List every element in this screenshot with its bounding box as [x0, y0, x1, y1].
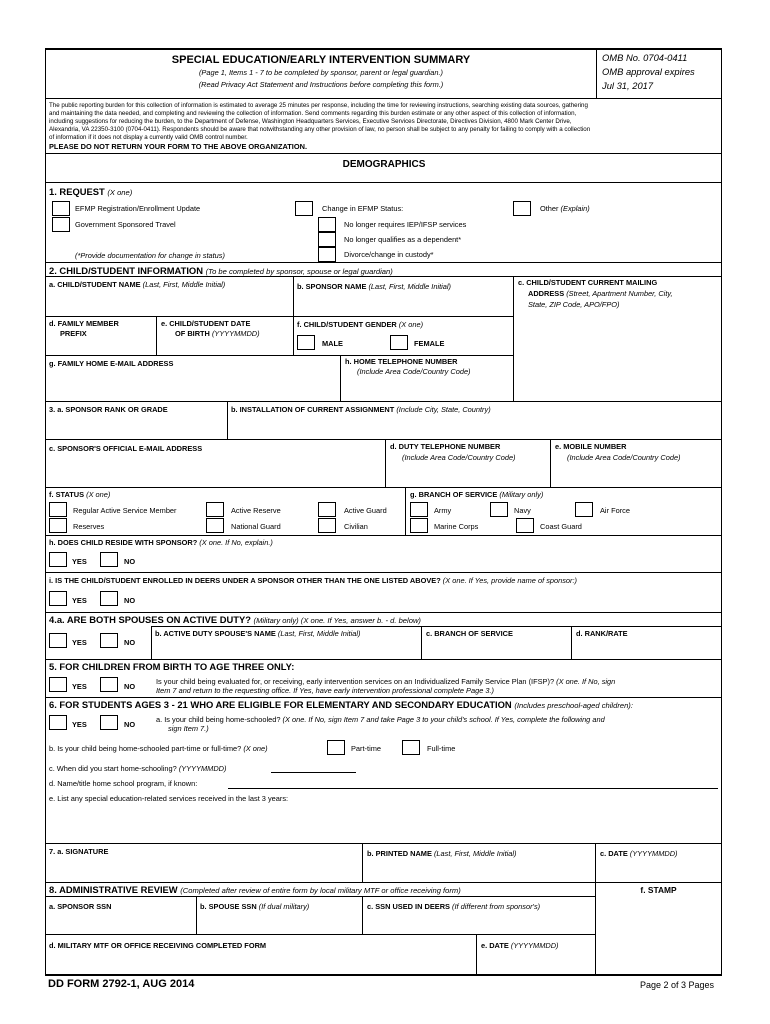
receiving-office-field: d. MILITARY MTF OR OFFICE RECEIVING COMPLETED FORM [49, 941, 267, 950]
full-time-checkbox[interactable] [402, 740, 420, 755]
status-label: f. STATUS (X one) [49, 490, 111, 499]
navy-label: Navy [514, 506, 531, 515]
home-school-yes-label: YES [72, 720, 87, 729]
section-2-title: 2. CHILD/STUDENT INFORMATION (To be completed by sponsor, spouse or legal guardian) [49, 265, 393, 276]
reside-with-sponsor-question: h. DOES CHILD RESIDE WITH SPONSOR? (X one. If No, explain.) [49, 538, 273, 547]
deers-yes-label: YES [72, 596, 87, 605]
no-iep-label: No longer requires IEP/IFSP services [344, 220, 467, 229]
marine-corps-label: Marine Corps [434, 522, 479, 531]
sponsor-name-field: b. SPONSOR NAME (Last, First, Middle Initial) [297, 282, 452, 291]
printed-name-field: b. PRINTED NAME (Last, First, Middle Initial) [367, 849, 517, 858]
ifsp-yes-label: YES [72, 682, 87, 691]
home-school-yes-checkbox[interactable] [49, 715, 67, 730]
full-time-label: Full-time [427, 744, 456, 753]
ifsp-no-label: NO [124, 682, 136, 691]
coast-guard-checkbox[interactable] [516, 518, 534, 533]
deers-other-sponsor-question: i. IS THE CHILD/STUDENT ENROLLED IN DEERS UNDER A SPONSOR OTHER THAN THE ONE LISTED ABOVE? (X one. If Yes, provide name of sponsor:) [49, 576, 577, 585]
part-time-label: Part-time [351, 744, 381, 753]
government-travel-label: Government Sponsored Travel [75, 220, 176, 229]
both-active-no-label: NO [124, 638, 136, 647]
mobile-number-field: e. MOBILE NUMBER [555, 442, 627, 451]
branch-label: g. BRANCH OF SERVICE (Military only) [410, 490, 544, 499]
national-guard-label: National Guard [231, 522, 281, 531]
form-border-bottom [45, 974, 722, 976]
omb-approval-label: OMB approval expires [602, 66, 695, 77]
omb-number: OMB No. 0704-0411 [602, 52, 688, 63]
home-school-program-input[interactable] [228, 788, 718, 789]
reside-yes-label: YES [72, 557, 87, 566]
active-reserve-label: Active Reserve [231, 506, 281, 515]
civilian-checkbox[interactable] [318, 518, 336, 533]
mailing-address-label: c. CHILD/STUDENT CURRENT MAILING [518, 278, 658, 287]
gender-label: f. CHILD/STUDENT GENDER (X one) [297, 320, 424, 329]
home-school-no-label: NO [124, 720, 136, 729]
omb-expiration-date: Jul 31, 2017 [602, 80, 654, 91]
active-reserve-checkbox[interactable] [206, 502, 224, 517]
reside-yes-checkbox[interactable] [49, 552, 67, 567]
stamp-field: f. STAMP [640, 885, 677, 895]
air-force-checkbox[interactable] [575, 502, 593, 517]
form-title: SPECIAL EDUCATION/EARLY INTERVENTION SUMMARY [171, 54, 471, 66]
other-request-checkbox[interactable] [513, 201, 531, 216]
sponsor-email-field: c. SPONSOR'S OFFICIAL E-MAIL ADDRESS [49, 444, 203, 453]
section-4-title: 4.a. ARE BOTH SPOUSES ON ACTIVE DUTY? (Military only) (X one. If Yes, answer b. - d. below) [49, 614, 421, 625]
gender-male-checkbox[interactable] [297, 335, 315, 350]
air-force-label: Air Force [600, 506, 630, 515]
do-not-return-notice: PLEASE DO NOT RETURN YOUR FORM TO THE ABOVE ORGANIZATION. [49, 142, 307, 151]
both-active-yes-checkbox[interactable] [49, 633, 67, 648]
civilian-label: Civilian [344, 522, 368, 531]
no-dependent-label: No longer qualifies as a dependent* [344, 235, 462, 244]
other-request-label: Other (Explain) [540, 204, 590, 213]
form-subtitle-1: (Page 1, Items 1 - 7 to be completed by sponsor, parent or legal guardian.) [198, 68, 444, 77]
signature-date-field: c. DATE (YYYYMMDD) [600, 849, 678, 858]
government-travel-checkbox[interactable] [52, 217, 70, 232]
reserves-label: Reserves [73, 522, 105, 531]
active-guard-checkbox[interactable] [318, 502, 336, 517]
active-guard-label: Active Guard [344, 506, 387, 515]
no-iep-checkbox[interactable] [318, 217, 336, 232]
child-name-field: a. CHILD/STUDENT NAME (Last, First, Middle Initial) [49, 280, 226, 289]
deers-no-checkbox[interactable] [100, 591, 118, 606]
divorce-custody-label: Divorce/change in custody* [344, 250, 434, 259]
home-phone-field: h. HOME TELEPHONE NUMBER [345, 357, 458, 366]
receiving-date-field: e. DATE (YYYYMMDD) [481, 941, 559, 950]
reserves-checkbox[interactable] [49, 518, 67, 533]
spouse-branch-field: c. BRANCH OF SERVICE [426, 629, 513, 638]
section-1-title: 1. REQUEST (X one) [49, 186, 133, 197]
gender-female-checkbox[interactable] [390, 335, 408, 350]
home-school-start-input[interactable] [271, 772, 356, 773]
duty-phone-field: d. DUTY TELEPHONE NUMBER [390, 442, 501, 451]
national-guard-checkbox[interactable] [206, 518, 224, 533]
regular-active-label: Regular Active Service Member [73, 506, 177, 515]
home-school-program-question: d. Name/title home school program, if known: [49, 779, 198, 788]
deers-ssn-field: c. SSN USED IN DEERS (If different from sponsor's) [367, 902, 541, 911]
gender-male-label: MALE [322, 339, 343, 348]
section-demographics: DEMOGRAPHICS [342, 159, 426, 170]
section-5-title: 5. FOR CHILDREN FROM BIRTH TO AGE THREE ONLY: [49, 661, 295, 672]
form-border-top [45, 48, 722, 50]
regular-active-checkbox[interactable] [49, 502, 67, 517]
family-member-prefix-field: d. FAMILY MEMBER [49, 319, 119, 328]
change-efmp-status-checkbox[interactable] [295, 201, 313, 216]
home-school-question: a. Is your child being home-schooled? (X one. If No, sign Item 7 and take Page 3 to your child's school. If Yes, complete the following and [156, 715, 605, 724]
both-active-no-checkbox[interactable] [100, 633, 118, 648]
form-border-right [721, 48, 722, 975]
date-of-birth-field: e. CHILD/STUDENT DATE [161, 319, 251, 328]
home-school-start-question: c. When did you start home-schooling? (YYYYMMDD) [49, 764, 227, 773]
both-active-yes-label: YES [72, 638, 87, 647]
change-efmp-status-label: Change in EFMP Status: [322, 204, 404, 213]
deers-no-label: NO [124, 596, 136, 605]
ifsp-yes-checkbox[interactable] [49, 677, 67, 692]
sponsor-ssn-field: a. SPONSOR SSN [49, 902, 112, 911]
form-border-left [45, 48, 46, 975]
efmp-registration-checkbox[interactable] [52, 201, 70, 216]
part-time-checkbox[interactable] [327, 740, 345, 755]
navy-checkbox[interactable] [490, 502, 508, 517]
gender-female-label: FEMALE [414, 339, 445, 348]
page-number: Page 2 of 3 Pages [640, 980, 715, 990]
installation-field: b. INSTALLATION OF CURRENT ASSIGNMENT (Include City, State, Country) [231, 405, 491, 414]
services-received-question: e. List any special education-related services received in the last 3 years: [49, 794, 289, 803]
home-school-no-checkbox[interactable] [100, 715, 118, 730]
coast-guard-label: Coast Guard [540, 522, 582, 531]
ifsp-no-checkbox[interactable] [100, 677, 118, 692]
part-full-time-question: b. Is your child being home-schooled part-time or full-time? (X one) [49, 744, 268, 753]
spouse-rank-field: d. RANK/RATE [576, 629, 628, 638]
family-email-field: g. FAMILY HOME E-MAIL ADDRESS [49, 359, 174, 368]
divorce-custody-checkbox[interactable] [318, 247, 336, 262]
form-subtitle-2: (Read Privacy Act Statement and Instructions before completing this form.) [198, 80, 444, 89]
deers-yes-checkbox[interactable] [49, 591, 67, 606]
army-checkbox[interactable] [410, 502, 428, 517]
army-label: Army [434, 506, 452, 515]
signature-field: 7. a. SIGNATURE [49, 847, 109, 856]
spouse-name-field: b. ACTIVE DUTY SPOUSE'S NAME (Last, First, Middle Initial) [155, 629, 361, 638]
marine-corps-checkbox[interactable] [410, 518, 428, 533]
efmp-registration-label: EFMP Registration/Enrollment Update [75, 204, 201, 213]
section-6-title: 6. FOR STUDENTS AGES 3 - 21 WHO ARE ELIGIBLE FOR ELEMENTARY AND SECONDARY EDUCATION (Includes preschool-aged children): [49, 699, 633, 710]
form-number: DD FORM 2792-1, AUG 2014 [48, 978, 195, 990]
sponsor-rank-field: 3. a. SPONSOR RANK OR GRADE [49, 405, 168, 414]
spouse-ssn-field: b. SPOUSE SSN (If dual military) [200, 902, 310, 911]
section-8-title: 8. ADMINISTRATIVE REVIEW (Completed after review of entire form by local military MTF or office receiving form) [49, 884, 461, 895]
status-change-note: (*Provide documentation for change in status) [75, 251, 225, 260]
no-dependent-checkbox[interactable] [318, 232, 336, 247]
ifsp-question: Is your child being evaluated for, or receiving, early intervention services on an Individualized Family Service Plan (IFSP)? (X one. If No, sign [156, 677, 616, 686]
reside-no-checkbox[interactable] [100, 552, 118, 567]
reside-no-label: NO [124, 557, 136, 566]
